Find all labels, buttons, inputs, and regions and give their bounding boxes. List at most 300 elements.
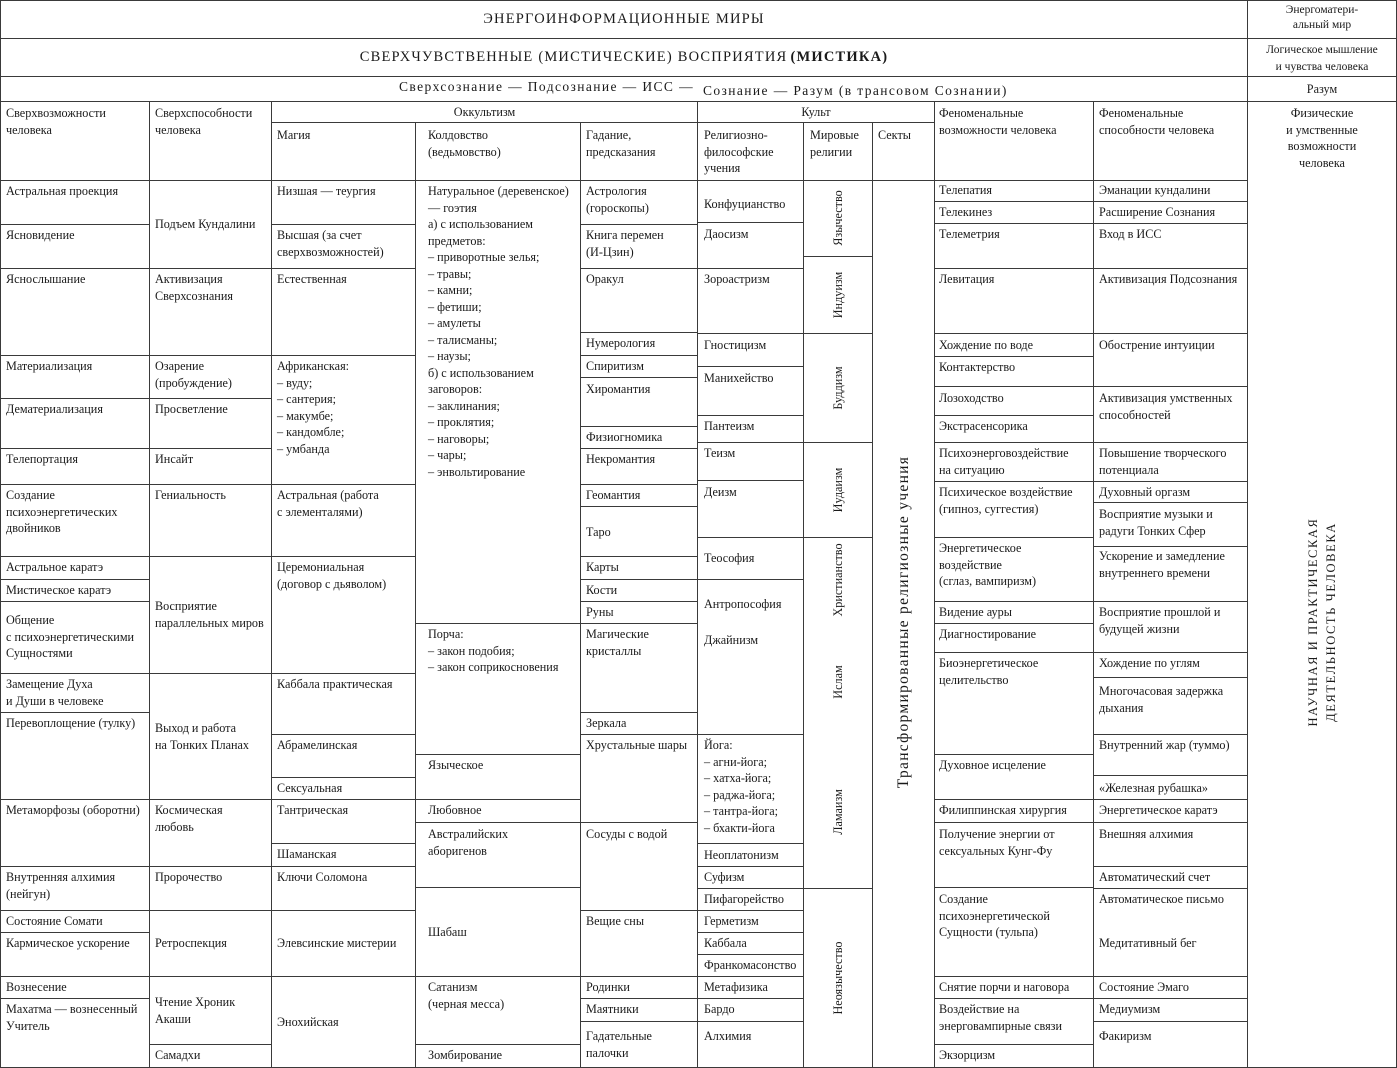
h-line	[0, 799, 150, 800]
superpossibility-item: Перевоплощение (тулку)	[6, 716, 136, 730]
phenomenal-possibility-item: Видение ауры	[939, 605, 1012, 619]
h-line	[934, 623, 1094, 624]
h-line	[271, 976, 416, 977]
h-line	[580, 734, 698, 735]
h-line	[580, 579, 698, 580]
religious-philosophy-item: Суфизм	[704, 870, 745, 884]
v-line	[697, 101, 698, 1068]
religious-philosophy-item: Гностицизм	[704, 338, 767, 352]
h-line	[934, 998, 1094, 999]
world-religion-item: Язычество	[830, 190, 845, 246]
h-line	[697, 976, 804, 977]
h-line	[580, 1021, 698, 1022]
h-line	[580, 910, 698, 911]
phenomenal-possibility-item: Телекинез	[939, 205, 993, 219]
h-line	[0, 224, 150, 225]
witchcraft-item: Австралийских аборигенов	[428, 827, 509, 858]
col-header-sects: Секты	[878, 128, 911, 142]
h-line	[1093, 268, 1248, 269]
magic-item: Церемониальная (договор с дьяволом)	[277, 560, 387, 591]
religious-philosophy-item: Франкомасонство	[704, 958, 797, 972]
h-line	[1093, 601, 1248, 602]
superpossibility-item: Вознесение	[6, 980, 67, 994]
religious-philosophy-item: Метафизика	[704, 980, 768, 994]
h-line	[271, 843, 416, 844]
superability-item: Выход и работа на Тонких Планах	[155, 721, 250, 752]
divination-item: Руны	[586, 605, 614, 619]
h-line	[698, 122, 935, 123]
phenomenal-possibility-item: Биоэнергетическое целительство	[939, 656, 1039, 687]
h-line	[149, 673, 272, 674]
h-line	[0, 601, 150, 602]
h-line	[580, 268, 698, 269]
phenomenal-ability-item: Активизация умственных способностей	[1099, 391, 1233, 422]
superability-item: Восприятие параллельных миров	[155, 599, 264, 630]
phenomenal-ability-item: Восприятие музыки и радуги Тонких Сфер	[1099, 507, 1213, 538]
h-line	[580, 484, 698, 485]
h-line	[1093, 888, 1248, 889]
phenomenal-possibility-item: Создание психоэнергетической Сущности (тульпа)	[939, 892, 1050, 939]
superability-item: Чтение Хроник Акаши	[155, 995, 236, 1026]
h-line	[697, 888, 804, 889]
religious-philosophy-item: Манихейство	[704, 371, 774, 385]
col-header-world-religions: Мировые религии	[810, 128, 859, 159]
h-line	[1093, 442, 1248, 443]
superpossibility-item: Телепортация	[6, 452, 78, 466]
h-line	[0, 976, 150, 977]
h-line	[1093, 775, 1248, 776]
religious-philosophy-item: Деизм	[704, 485, 737, 499]
divination-item: Астрология (гороскопы)	[586, 184, 649, 215]
h-line	[580, 998, 698, 999]
superpossibility-item: Материализация	[6, 359, 93, 373]
h-line	[697, 932, 804, 933]
superpossibility-item: Яснослышание	[6, 272, 86, 286]
magic-item: Элевсинские мистерии	[277, 936, 397, 950]
h-line	[415, 887, 581, 888]
superability-item: Пророчество	[155, 870, 223, 884]
h-line	[934, 201, 1094, 202]
religious-philosophy-item: Зороастризм	[704, 272, 770, 286]
h-line	[1093, 201, 1248, 202]
phenomenal-possibility-item: Духовное исцеление	[939, 758, 1046, 772]
h-line	[0, 932, 150, 933]
h-line	[149, 484, 272, 485]
superability-item: Самадхи	[155, 1048, 201, 1062]
h-line	[934, 356, 1094, 357]
phenomenal-ability-item: Повышение творческого потенциала	[1099, 446, 1227, 477]
divination-item: Родинки	[586, 980, 630, 994]
v-line	[271, 101, 272, 1068]
religious-philosophy-item: Бардо	[704, 1002, 735, 1016]
divination-item: Вещие сны	[586, 914, 645, 928]
world-religion-item: Неоязычество	[830, 941, 845, 1015]
h-line	[415, 822, 581, 823]
divination-item: Некромантия	[586, 452, 656, 466]
col-header-magic: Магия	[277, 128, 311, 142]
col-header-religious-philosophy: Религиозно- философские учения	[704, 128, 774, 175]
h-line	[697, 954, 804, 955]
divination-item: Хиромантия	[586, 382, 651, 396]
h-line	[271, 777, 416, 778]
religious-philosophy-item: Антропософия	[704, 597, 782, 611]
h-line	[580, 822, 698, 823]
h-line	[271, 734, 416, 735]
phenomenal-possibility-item: Воздействие на энерговампирные связи	[939, 1002, 1063, 1033]
h-line	[934, 799, 1094, 800]
h-line	[1093, 734, 1248, 735]
h-line	[934, 481, 1094, 482]
phenomenal-possibility-item: Лозоходство	[939, 391, 1004, 405]
divination-item: Хрустальные шары	[586, 738, 688, 752]
superpossibility-item: Метаморфозы (оборотни)	[6, 803, 140, 817]
h-line	[415, 976, 581, 977]
h-line	[1093, 223, 1248, 224]
h-line	[0, 998, 150, 999]
h-line	[271, 484, 416, 485]
h-line	[0, 180, 1248, 181]
religious-philosophy-item: Пантеизм	[704, 419, 755, 433]
h-line	[1093, 976, 1248, 977]
v-line	[803, 122, 804, 1068]
superability-item: Ретроспекция	[155, 936, 227, 950]
h-line	[271, 224, 416, 225]
divination-item: Спиритизм	[586, 359, 644, 373]
superability-item: Инсайт	[155, 452, 194, 466]
religious-philosophy-item: Неоплатонизм	[704, 848, 779, 862]
v-line	[872, 122, 873, 1068]
h-line	[697, 480, 804, 481]
superpossibility-item: Мистическое каратэ	[6, 583, 112, 597]
phenomenal-ability-item: Расширение Сознания	[1099, 205, 1216, 219]
h-line	[934, 537, 1094, 538]
h-line	[415, 623, 581, 624]
phenomenal-ability-item: Эманации кундалини	[1099, 183, 1211, 197]
h-line	[271, 866, 416, 867]
h-line	[697, 333, 804, 334]
divination-item: Геомантия	[586, 488, 641, 502]
phenomenal-ability-item: Вход в ИСС	[1099, 227, 1162, 241]
h-line	[697, 268, 804, 269]
divination-item: Маятники	[586, 1002, 639, 1016]
divination-item: Физиогномика	[586, 430, 663, 444]
h-line	[0, 398, 150, 399]
phenomenal-possibility-item: Психическое воздействие (гипноз, суггестия)	[939, 485, 1073, 516]
header-energy-world: Энергоматери- альный мир	[1285, 4, 1359, 31]
h-line	[934, 601, 1094, 602]
h-line	[934, 822, 1094, 823]
superability-item: Озарение (пробуждение)	[155, 359, 232, 390]
phenomenal-ability-item: Духовный оргазм	[1099, 485, 1191, 499]
h-line	[0, 673, 150, 674]
h-line	[0, 556, 150, 557]
v-line	[1247, 0, 1248, 1068]
v-line	[415, 122, 416, 1068]
h-line	[803, 256, 873, 257]
world-religion-item: Ламаизм	[830, 789, 845, 835]
h-line	[934, 754, 1094, 755]
religious-philosophy-item: Йога: – агни-йога; – хатха-йога; – раджа-йога; – тантра-йога; – бхакти-йога	[704, 738, 778, 835]
magic-item: Энохийская	[277, 1015, 339, 1029]
phenomenal-ability-item: Состояние Эмаго	[1099, 980, 1189, 994]
phenomenal-possibility-item: Энергетическое воздействие (сглаз, вампиризм)	[939, 541, 1037, 588]
phenomenal-possibility-item: Телеметрия	[939, 227, 1000, 241]
h-line	[271, 268, 416, 269]
phenomenal-possibility-item: Снятие порчи и наговора	[939, 980, 1070, 994]
v-line	[149, 101, 150, 1068]
world-religion-item: Иудаизм	[830, 467, 845, 513]
magic-item: Астральная (работа с элементалями)	[277, 488, 379, 519]
h-line	[697, 537, 804, 538]
h-line	[580, 332, 698, 333]
h-line	[1093, 677, 1248, 678]
h-line	[0, 268, 150, 269]
col-header-cult: Культ	[801, 105, 831, 119]
world-religion-item: Христианство	[830, 543, 845, 617]
witchcraft-item: Шабаш	[428, 925, 467, 939]
h-line	[1093, 1021, 1248, 1022]
world-religion-item: Буддизм	[830, 366, 845, 410]
witchcraft-item: Зомбирование	[428, 1048, 503, 1062]
religious-philosophy-item: Теизм	[704, 446, 736, 460]
h-line	[0, 484, 150, 485]
witchcraft-item: Натуральное (деревенское) — гоэтия а) с использованием предметов: – приворотные зелья; – травы; – камни; – фетиши; – амулеты – талисманы; – наузы; б) с использованием заговоров: – заклинания; – проклятия; – наговоры; – чары; – энвольтирование	[428, 184, 569, 479]
magic-item: Высшая (за счет сверхвозможностей)	[277, 228, 384, 259]
h-line	[934, 887, 1094, 888]
magic-item: Каббала практическая	[277, 677, 393, 691]
h-line	[697, 1021, 804, 1022]
science-line-2: ДЕЯТЕЛЬНОСТЬ ЧЕЛОВЕКА	[1324, 522, 1338, 722]
superability-item: Космическая любовь	[155, 803, 223, 834]
h-line	[1093, 481, 1248, 482]
h-line	[271, 910, 416, 911]
phenomenal-ability-item: Обострение интуиции	[1099, 338, 1215, 352]
phenomenal-possibility-item: Контактерство	[939, 360, 1016, 374]
h-line	[1093, 502, 1248, 503]
header-reason: Разум	[1306, 82, 1338, 96]
h-line	[1093, 546, 1248, 547]
phenomenal-possibility-item: Левитация	[939, 272, 995, 286]
h-line	[934, 976, 1094, 977]
h-line	[149, 976, 272, 977]
h-line	[580, 601, 698, 602]
h-line	[697, 910, 804, 911]
h-line	[803, 442, 873, 443]
col-header-divination: Гадание, предсказания	[586, 128, 656, 159]
phenomenal-ability-item: Внешняя алхимия	[1099, 827, 1194, 841]
h-line	[934, 1044, 1094, 1045]
h-line	[149, 398, 272, 399]
phenomenal-ability-item: Многочасовая задержка дыхания	[1099, 684, 1224, 715]
magic-item: Абрамелинская	[277, 738, 358, 752]
h-line	[697, 415, 804, 416]
col-header-occultism: Оккультизм	[453, 105, 516, 119]
witchcraft-item: Порча: – закон подобия; – закон соприкосновения	[428, 627, 559, 674]
witchcraft-item: Любовное	[428, 803, 482, 817]
phenomenal-possibility-item: Психоэнерговоздействие на ситуацию	[939, 446, 1069, 477]
h-line	[697, 222, 804, 223]
h-line	[149, 910, 272, 911]
h-line	[934, 415, 1094, 416]
h-line	[415, 1044, 581, 1045]
col-header-physical: Физические и умственные возможности человека	[1286, 106, 1358, 170]
v-line	[580, 122, 581, 1068]
h-line	[803, 537, 873, 538]
superpossibility-item: Замещение Духа и Души в человеке	[6, 677, 104, 708]
phenomenal-ability-item: Факиризм	[1099, 1029, 1152, 1043]
h-line	[0, 38, 1397, 39]
phenomenal-possibility-item: Хождение по воде	[939, 338, 1034, 352]
h-line	[1093, 386, 1248, 387]
h-line	[934, 442, 1094, 443]
h-line	[0, 0, 1397, 1]
h-line	[580, 224, 698, 225]
superpossibility-item: Ясновидение	[6, 228, 75, 242]
science-vertical-text	[1304, 517, 1340, 726]
col-header-phenomenal-abilities: Феноменальные способности человека	[1099, 106, 1215, 137]
h-line	[934, 652, 1094, 653]
col-header-superpossibilities: Сверхвозможности человека	[6, 106, 106, 137]
superpossibility-item: Кармическое ускорение	[6, 936, 130, 950]
h-line	[0, 866, 150, 867]
magic-item: Ключи Соломона	[277, 870, 368, 884]
v-line	[934, 101, 935, 1068]
magic-item: Сексуальная	[277, 781, 343, 795]
magic-item: Тантрическая	[277, 803, 349, 817]
h-line	[0, 76, 1397, 77]
religious-philosophy-item: Теософия	[704, 551, 755, 565]
header-supersensory-row	[2, 49, 1246, 66]
religious-philosophy-item: Джайнизм	[704, 633, 759, 647]
col-header-phenomenal-possibilities: Феноменальные возможности человека	[939, 106, 1057, 137]
h-line	[271, 799, 416, 800]
h-line	[1093, 822, 1248, 823]
header-conscious: Сознание — Разум (в трансовом Сознании)	[703, 83, 1008, 98]
superability-item: Гениальность	[155, 488, 226, 502]
h-line	[580, 377, 698, 378]
superpossibility-item: Дематериализация	[6, 402, 103, 416]
h-line	[697, 734, 804, 735]
magic-item: Африканская: – вуду; – сантерия; – макумбе; – кандомбле; – умбанда	[277, 359, 350, 456]
religious-philosophy-item: Алхимия	[704, 1029, 752, 1043]
superability-item: Активизация Сверхсознания	[155, 272, 233, 303]
h-line	[934, 386, 1094, 387]
world-religion-item: Ислам	[830, 665, 845, 699]
religious-philosophy-item: Конфуцианство	[704, 197, 786, 211]
h-line	[580, 506, 698, 507]
h-line	[149, 799, 272, 800]
phenomenal-ability-item: «Железная рубашка»	[1099, 781, 1208, 795]
header-mystic: (МИСТИКА)	[790, 49, 889, 65]
phenomenal-ability-item: Медиумизм	[1099, 1002, 1161, 1016]
h-line	[0, 579, 150, 580]
h-line	[580, 426, 698, 427]
science-line-1: НАУЧНАЯ И ПРАКТИЧЕСКАЯ	[1306, 517, 1320, 727]
phenomenal-possibility-item: Экзорцизм	[939, 1048, 996, 1062]
divination-item: Нумерология	[586, 336, 656, 350]
h-line	[0, 101, 1397, 102]
phenomenal-possibility-item: Диагностирование	[939, 627, 1037, 641]
superpossibility-item: Состояние Сомати	[6, 914, 103, 928]
phenomenal-ability-item: Внутренний жар (туммо)	[1099, 738, 1230, 752]
phenomenal-ability-item: Энергетическое каратэ	[1099, 803, 1218, 817]
magic-item: Низшая — теургия	[277, 184, 376, 198]
phenomenal-ability-item: Автоматическое письмо	[1099, 892, 1224, 906]
phenomenal-ability-item: Ускорение и замедление внутреннего времени	[1099, 549, 1225, 580]
phenomenal-ability-item: Автоматический счет	[1099, 870, 1211, 884]
h-line	[697, 579, 804, 580]
sects-vertical-text: Трансформированные религиозные учения	[894, 455, 912, 789]
superpossibility-item: Общение с психоэнергетическими Сущностями	[6, 613, 135, 660]
divination-item: Книга перемен (И-Цзин)	[586, 228, 664, 259]
h-line	[149, 355, 272, 356]
h-line	[0, 712, 150, 713]
superpossibility-item: Махатма — вознесенный Учитель	[6, 1002, 138, 1033]
h-line	[0, 448, 150, 449]
divination-item: Кости	[586, 583, 618, 597]
h-line	[580, 556, 698, 557]
divination-item: Гадательные палочки	[586, 1029, 652, 1060]
header-supersensory: СВЕРХЧУВСТВЕННЫЕ (МИСТИЧЕСКИЕ) ВОСПРИЯТИЯ	[359, 49, 788, 65]
h-line	[934, 268, 1094, 269]
h-line	[580, 712, 698, 713]
h-line	[697, 866, 804, 867]
h-line	[697, 998, 804, 999]
phenomenal-possibility-item: Получение энергии от сексуальных Кунг-Фу	[939, 827, 1055, 858]
phenomenal-ability-item: Хождение по углям	[1099, 656, 1200, 670]
h-line	[272, 122, 698, 123]
witchcraft-item: Языческое	[428, 758, 484, 772]
superpossibility-item: Внутренняя алхимия (нейгун)	[6, 870, 116, 901]
phenomenal-possibility-item: Экстрасенсорика	[939, 419, 1028, 433]
h-line	[415, 754, 581, 755]
h-line	[149, 556, 272, 557]
magic-item: Естественная	[277, 272, 347, 286]
world-religion-item: Индуизм	[830, 271, 845, 319]
divination-item: Магические кристаллы	[586, 627, 649, 658]
witchcraft-item: Сатанизм (черная месса)	[428, 980, 505, 1011]
col-header-superabilities: Сверхспособности человека	[155, 106, 253, 137]
h-line	[149, 448, 272, 449]
h-line	[1093, 652, 1248, 653]
header-title: ЭНЕРГОИНФОРМАЦИОННЫЕ МИРЫ	[483, 11, 765, 27]
divination-item: Оракул	[586, 272, 624, 286]
header-supercons: Сверхсознание — Подсознание — ИСС —	[399, 79, 694, 94]
h-line	[697, 366, 804, 367]
header-logical: Логическое мышление и чувства человека	[1266, 44, 1378, 73]
h-line	[149, 268, 272, 269]
h-line	[0, 910, 150, 911]
h-line	[934, 333, 1094, 334]
superability-item: Подъем Кундалини	[155, 217, 256, 231]
h-line	[149, 1044, 272, 1045]
phenomenal-ability-item: Активизация Подсознания	[1099, 272, 1238, 286]
h-line	[934, 223, 1094, 224]
h-line	[1093, 333, 1248, 334]
h-line	[271, 355, 416, 356]
religious-philosophy-item: Герметизм	[704, 914, 759, 928]
phenomenal-possibility-item: Филиппинская хирургия	[939, 803, 1067, 817]
divination-item: Таро	[586, 525, 611, 539]
v-line	[0, 0, 1, 1068]
superpossibility-item: Астральное каратэ	[6, 560, 104, 574]
superability-item: Просветление	[155, 402, 228, 416]
h-line	[803, 888, 873, 889]
h-line	[415, 799, 581, 800]
religious-philosophy-item: Пифагорейство	[704, 892, 784, 906]
divination-item: Сосуды с водой	[586, 827, 668, 841]
h-line	[1093, 799, 1248, 800]
